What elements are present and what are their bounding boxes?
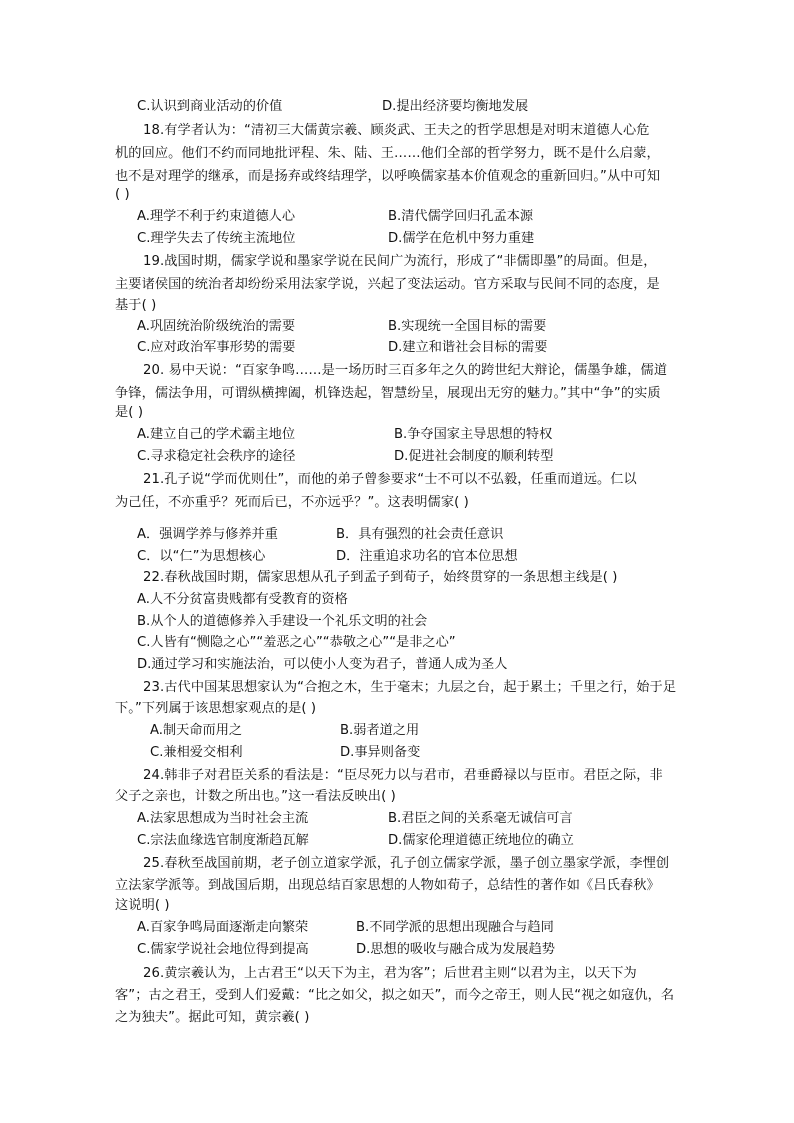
q25-stem-line-2: 立法家学派等。到战国后期，出现总结百家思想的人物如荀子，总结性的著作如《吕氏春秋》: [115, 878, 660, 893]
q20-option-a: A.建立自己的学术霸主地位: [137, 427, 296, 442]
q25-stem-line-3: 这说明( ): [115, 898, 170, 913]
q18-stem-line-3: 也不是对理学的继承，而是扬弃或终结理学，以呼唤儒家基本价值观念的重新回归。”从中可知: [115, 169, 661, 184]
q19-option-c: C.应对政治军事形势的需要: [137, 340, 296, 355]
q22-option-a: A.人不分贫富贵贱都有受教育的资格: [137, 592, 348, 607]
q22-option-c: C.人皆有“恻隐之心”“羞恶之心”“恭敬之心”“是非之心”: [137, 635, 456, 650]
q25-stem-line-1: 25.春秋至战国前期，老子创立道家学派，孔子创立儒家学派，墨子创立墨家学派，李悝创: [143, 856, 670, 871]
q24-option-c: C.宗法血缘选官制度渐趋瓦解: [137, 833, 309, 848]
q24-stem-line-1: 24.韩非子对君臣关系的看法是：“臣尽死力以与君市，君垂爵禄以与臣市。君臣之际，非: [143, 768, 663, 783]
q18-stem-line-2: 机的回应。他们不约而同地批评程、朱、陆、王……他们全部的哲学努力，既不是什么启蒙，: [115, 146, 660, 161]
q21-stem-line-2: 为己任，不亦重乎？死而后已，不亦远乎？”。这表明儒家( ): [115, 495, 469, 510]
q23-option-b: B.弱者道之用: [340, 723, 420, 738]
q24-option-d: D.儒家伦理道德正统地位的确立: [388, 833, 574, 848]
q18-option-d: D.儒学在危机中努力重建: [388, 231, 535, 246]
q18-option-c: C.理学失去了传统主流地位: [137, 231, 296, 246]
q21-option-c: C．以“仁”为思想核心: [137, 549, 266, 564]
q23-option-a: A.制天命而用之: [150, 723, 243, 738]
q23-stem-line-1: 23.古代中国某思想家认为“合抱之木，生于毫末；九层之台，起于累土；千里之行，始于足: [143, 680, 677, 695]
q20-stem-line-3: 是( ): [115, 405, 144, 420]
q24-option-b: B.君臣之间的关系毫无诚信可言: [388, 811, 573, 826]
q19-stem-line-2: 主要诸侯国的统治者却纷纷采用法家学说，兴起了变法运动。官方采取与民间不同的态度，是: [115, 277, 660, 292]
q23-stem-line-2: 下。”下列属于该思想家观点的是( ): [115, 701, 317, 716]
q18-option-a: A.理学不利于约束道德人心: [137, 209, 296, 224]
q20-option-c: C.寻求稳定社会秩序的途径: [137, 449, 296, 464]
q20-stem-line-2: 争锋，儒法争用，可谓纵横捭阖，机锋迭起，智慧纷呈，展现出无穷的魅力。”其中“争”的实质: [115, 386, 661, 401]
q18-stem-line-4: ( ): [115, 187, 130, 202]
q19-stem-line-1: 19.战国时期，儒家学说和墨家学说在民间广为流行，形成了“非儒即墨”的局面。但是，: [143, 254, 657, 269]
q25-option-c: C.儒家学说社会地位得到提高: [137, 942, 309, 957]
q22-stem-line-1: 22.春秋战国时期，儒家思想从孔子到孟子到荀子，始终贯穿的一条思想主线是( ): [143, 570, 618, 585]
q24-option-a: A.法家思想成为当时社会主流: [137, 811, 309, 826]
q20-option-d: D.促进社会制度的顺利转型: [394, 449, 554, 464]
q26-stem-line-3: 之为独夫”。据此可知，黄宗羲( ): [115, 1010, 310, 1025]
q25-option-b: B.不同学派的思想出现融合与趋同: [356, 920, 554, 935]
q18-option-b: B.清代儒学回归孔孟本源: [388, 209, 534, 224]
q19-stem-line-3: 基于( ): [115, 298, 157, 313]
q18-stem-line-1: 18.有学者认为：“清初三大儒黄宗羲、顾炎武、王夫之的哲学思想是对明末道德人心危: [143, 123, 650, 138]
q21-stem-line-1: 21.孔子说“学而优则仕”，而他的弟子曾参要求“士不可以不弘毅，任重而道远。仁以: [143, 472, 637, 487]
q19-option-b: B.实现统一全国目标的需要: [388, 319, 547, 334]
q23-option-c: C.兼相爱交相利: [150, 745, 243, 760]
q21-option-b: B．具有强烈的社会责任意识: [336, 527, 504, 542]
q23-option-d: D.事异则备变: [340, 745, 421, 760]
q25-option-a: A.百家争鸣局面逐渐走向繁荣: [137, 920, 309, 935]
q26-stem-line-2: 客”；古之君王，受到人们爱戴：“比之如父，拟之如天”，而今之帝王，则人民“视之如寇仇，名: [115, 988, 675, 1003]
q17-option-c: C.认识到商业活动的价值: [137, 99, 283, 114]
q26-stem-line-1: 26.黄宗羲认为，上古君王“以天下为主，君为客”；后世君主则“以君为主，以天下为: [143, 966, 637, 981]
q19-option-a: A.巩固统治阶级统治的需要: [137, 319, 296, 334]
q25-option-d: D.思想的吸收与融合成为发展趋势: [356, 942, 555, 957]
q24-stem-line-2: 父子之亲也，计数之所出也。”这一看法反映出( ): [115, 789, 396, 804]
q22-option-b: B.从个人的道德修养入手建设一个礼乐文明的社会: [137, 614, 428, 629]
q20-option-b: B.争夺国家主导思想的特权: [394, 427, 553, 442]
q19-option-d: D.建立和谐社会目标的需要: [388, 340, 548, 355]
q21-option-a: A．强调学养与修养并重: [137, 527, 278, 542]
q20-stem-line-1: 20. 易中天说：“百家争鸣……是一场历时三百多年之久的跨世纪大辩论，儒墨争雄，儒道: [143, 363, 668, 378]
q22-option-d: D.通过学习和实施法治，可以使小人变为君子，普通人成为圣人: [137, 657, 508, 672]
q17-option-d: D.提出经济要均衡地发展: [382, 99, 529, 114]
q21-option-d: D．注重追求功名的官本位思想: [336, 549, 518, 564]
